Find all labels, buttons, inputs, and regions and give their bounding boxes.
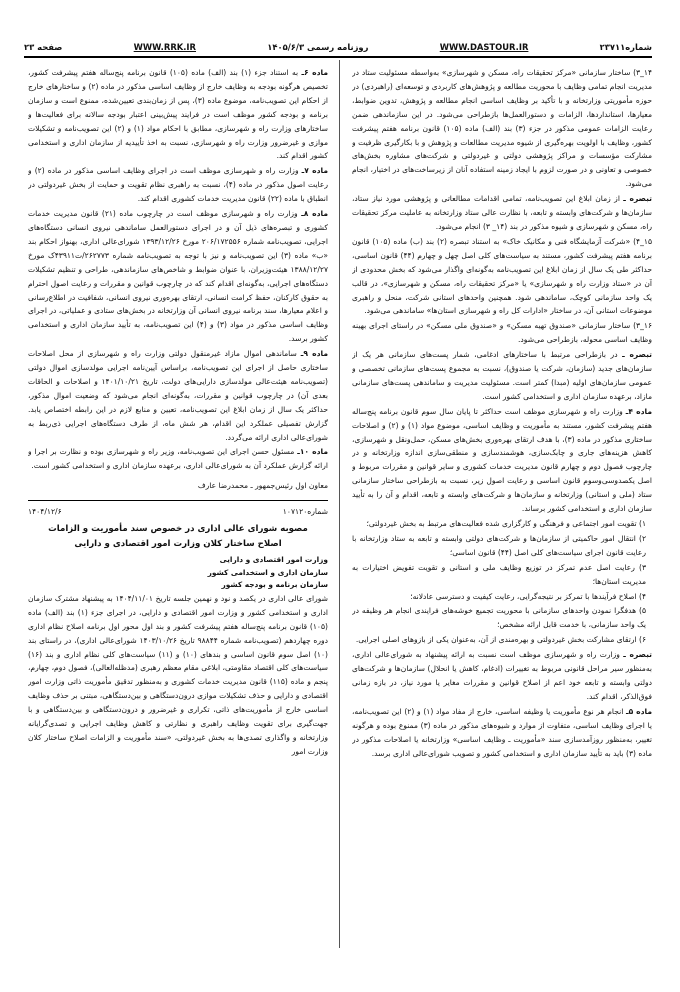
header-rule <box>24 56 652 58</box>
note-label: تبصره ـ <box>622 350 652 360</box>
recipient: وزارت امور اقتصادی و دارایی <box>219 555 328 565</box>
paragraph: ۱۶_۳) ساختار سازمانی «صندوق تهیه مسکن» و «صندوق ملی مسکن» در راستای اجرای بهینه وظایف اساسی محوله، بازطراحی می‌شود. <box>352 321 652 345</box>
note-text: وزارت راه و شهرسازی موظف است نسبت به ارائه پیشنهاد به شورای‌عالی اداری، به‌منظور سیر مراحل قانونی مربوط به تغییرات (ادغام، کاهش یا انحلال) سازمان‌ها و شرکت‌های دولتی وابسته و تابعه خود اعم از اصلاح قوانین و مقررات مغایر یا مورد نیاز، در بازه زمانی فوق‌الذکر، اقدام کند. <box>352 650 652 701</box>
article-text: انجام هر نوع مأموریت یا وظیفه اساسی، خارج از مفاد مواد (۱) و (۲) این تصویب‌نامه، یا اجرای وظایف اساسی، متفاوت از موارد و شیوه‌های مذکور در ماده (۳) ممنوع بوده و هرگونه تغییر، به‌منظور روزآمدسازی سند «مأموریت ـ وظایف اساسی» وزارتخانه یا اصلاحات مذکور در ماده (۳) باید به تأیید سازمان اداری و استخدامی کشور و تصویب شورای‌عالی اداری برسد. <box>352 706 652 758</box>
paragraph <box>352 705 652 761</box>
article-text: به استناد جزء (۱) بند (الف) ماده (۱۰۵) قانون برنامه پنج‌ساله هفتم پیشرفت کشور، تخصیص هرگونه بودجه به وظایف خارج از وظایف اساسی مذکور در ماده (۲) و ساختارهای خارج از احکام این تصویب‌نامه، موضوع ماده (۳)، پس از زمان‌بندی تعیین‌شده، ممنوع است و سازمان برنامه و بودجه کشور موظف است در فرایند پیش‌بینی اعتبار بودجه سالانه برای فعالیت‌ها و ساختارهای وزارت راه و شهرسازی، مطابق با احکام مواد (۱) و (۲) این تصویب‌نامه و تشکیلات موازی و غیرضرور وزارت راه و شهرسازی، نسبت به اخذ تأییدیه از سازمان اداری و استخدامی کشور اقدام کند. <box>28 68 328 161</box>
left-column <box>28 66 328 946</box>
article-label: ماده ۱۰ـ <box>297 447 328 457</box>
list-item: ۳) رعایت اصل عدم تمرکز در توزیع وظایف ملی و استانی و تقویت تفویض اختیارات به مدیریت استان‌ها؛ <box>352 562 646 586</box>
paragraph <box>28 66 328 163</box>
recipients-list <box>28 554 328 592</box>
right-column <box>352 66 652 946</box>
note-text: از زمان ابلاغ این تصویب‌نامه، تمامی اقدامات مطالعاتی و پژوهشی مورد نیاز ستاد، سازمان‌ها و شرکت‌های وابسته و تابعه، با نظارت عالی ستاد وزارتخانه به عاملیت مرکز تحقیقات راه، مسکن و شهرسازی و شیوه مذکور در بند (۱۴_ ۳) انجام می‌شود. <box>352 194 652 231</box>
recipient: سازمان برنامه و بودجه کشور <box>221 580 328 590</box>
article-text: وزارت راه و شهرسازی موظف است در چارچوب ماده (۲۱) قانون مدیریت خدمات کشوری و تبصره‌های ذیل آن و در اجرای دستورالعمل ساماندهی نیروی انسانی دستگاه‌های اجرایی، تصویب‌نامه شماره ۲۰۶/۱۷۲۵۵۶ مورخ ۱۳۹۳/۱۲/۲۶ شورای‌عالی اداری، بهنواز احکام بند «ب» ماده (۳) این تصویب‌نامه و نیز با توجه به تصویب‌نامه شماره ۲۶۲۷۷۳/ت۴۳۹۱۱ک مورخ ۱۳۸۸/۱۲/۲۷ هیئت‌وزیران، با عنوان ضوابط و شاخص‌های سازماندهی، طراحی و تنظیم تشکیلات دستگاه‌های اجرایی، به‌گونه‌ای اقدام کند که در چارچوب قوانین و مقررات و رعایت اصول احترام به حقوق کارکنان، حفظ کرامت انسانی، ارتقای بهره‌وری نیروی انسانی، شفافیت در اطلاع‌رسانی و اعلام معیارها، سند برنامه نیروی انسانی آن وزارتخانه در بخش‌های ستادی و عملیاتی، در اجرای وظایف اساسی مذکور در مواد (۳) و (۴) این تصویب‌نامه، به تأیید سازمان اداری و استخدامی کشور برسد. <box>28 209 328 344</box>
document-meta <box>28 505 328 519</box>
article-label: ماده ۷ـ <box>301 166 328 176</box>
paragraph <box>352 348 652 404</box>
article-text: ساماندهی اموال مازاد غیرمنقول دولتی وزارت راه و شهرسازی از محل اصلاحات ساختاری حاصل از اجرای این تصویب‌نامه، براساس آیین‌نامه اجرایی مولدسازی اموال دولتی (تصویب‌نامه هیئت‌عالی مولدسازی دارایی‌های دولت، تاریخ ۱۴۰۱/۱۰/۲۱ و اصلاحات و الحاقات بعدی آن) در چارچوب قوانین و مقررات، به‌گونه‌ای انجام می‌شود که وضعیت اموال مذکور، حداکثر یک سال از زمان ابلاغ این تصویب‌نامه، تعیین و منابع لازم در این رابطه اختصاص یابد. گزارش تفصیلی عملکرد این اقدام، هر شش ماه، از طرف دستگاه‌های اجرایی ذی‌ربط به شورای‌عالی اداری ارائه می‌گردد. <box>28 349 328 442</box>
resolution-body: شورای عالی اداری در یکصد و نود و نهمین جلسه تاریخ ۱۴۰۴/۱۱/۰۱ به پیشنهاد مشترک سازمان اداری و استخدامی کشور و وزارت امور اقتصادی و دارایی، در اجرای جزء (۱) بند (الف) ماده (۱۰۵) قانون برنامه پنج‌ساله هفتم پیشرفت کشور و بند اول محور اول برنامه اصلاح نظام اداری دوره چهاردهم (تصویب‌نامه شماره ۹۸۸۴۴ تاریخ ۱۴۰۳/۱۰/۲۶ شورای‌عالی اداری)، در راستای بند (۱۰) اصل سوم قانون اساسی و بندهای (۱۰) و (۱۱) سیاست‌های کلی نظام اداری و بند (۱۶) سیاست‌های کلی اقتصاد مقاومتی، ابلاغی مقام معظم رهبری (مدظله‌العالی)، فصول دوم، چهارم، پنجم و ماده (۱۱۵) قانون مدیریت خدمات کشوری و به‌منظور تدقیق مأموریت ذاتی وزارت امور اقتصادی و دارایی و حذف تشکیلات موازی درون‌دستگاهی و بین‌دستگاهی، مبتنی بر حذف وظایف اساسی خارج از مأموریت‌های ذاتی، تکراری و غیرضرور و درون‌دستگاهی و بین‌دستگاهی و با جهت‌گیری برای تقویت وظایف راهبری و نظارتی و کاهش وظایف اجرایی و تصدی‌گرایانه وزارتخانه و واگذاری تصدی‌ها به بخش غیردولتی، «سند مأموریت و الزامات اصلاح ساختار کلان وزارت امور <box>28 593 328 756</box>
recipient: سازمان اداری و استخدامی کشور <box>207 567 328 577</box>
column-divider <box>339 60 340 948</box>
article-label: ماده ۴ـ <box>625 406 652 416</box>
paragraph <box>352 192 652 234</box>
paragraph <box>352 405 652 516</box>
document-separator <box>28 500 328 501</box>
list-item: ۲) انتقال امور حاکمیتی از سازمان‌ها و شرکت‌های دولتی وابسته و تابعه به ستاد وزارتخانه با رعایت قانون اجرای سیاست‌های کلی اصل (۴۴) قانون اساسی؛ <box>352 533 646 557</box>
article-label: ماده ۹ـ <box>300 349 328 359</box>
issue-number: شماره۲۳۷۱۱ <box>599 42 652 52</box>
signature: معاون اول رئیس‌جمهور ـ محمدرضا عارف <box>197 481 328 491</box>
document-date: ۱۴۰۴/۱۲/۶ <box>28 507 62 517</box>
title-line: مصوبه شورای عالی اداری در خصوص سند مأموریت و الزامات <box>48 524 308 535</box>
paragraph: ۱۴_۳) ساختار سازمانی «مرکز تحقیقات راه، مسکن و شهرسازی» به‌واسطه مسئولیت ستاد در مدیریت انجام تمامی وظایف با محوریت مطالعه و پژوهش‌های کاربردی و توسعه‌ای (راهبردی) در حوزه مأموریتی وزارتخانه و با تأکید بر وظایف اساسی انجام مطالعه و پژوهش، تدوین ضوابط، معیارها، استانداردها، الزامات و دستورالعمل‌ها بازطراحی می‌شود. در این سازماندهی ضمن رعایت الزامات عمومی مذکور در جزء (۳) بند (الف) ماده (۱۰۵) قانون برنامه هفتم پیشرفت کشور، وظایف با اولویت بهره‌گیری از شیوه مدیریت مطالعات و پژوهش و با بکارگیری ظرفیت و مشارکت مؤسسات و مراکز پژوهشی دولتی و غیردولتی و شرکت‌های مشاوره بخش‌های خصوصی و تعاونی و در صورت لزوم با ایجاد زمینه استفاده آنان از زیرساخت‌های در اختیار، انجام می‌شود. <box>352 68 652 189</box>
article-label: ماده ۶ـ <box>301 68 328 77</box>
page-header <box>24 38 652 56</box>
principles-list <box>352 517 652 647</box>
article-text: وزارت راه و شهرسازی موظف است در اجرای وظایف اساسی مذکور در ماده (۲) و رعایت اصول مذکور در ماده (۴)، نسبت به راهبری نظام تقویت و حمایت از بخش غیردولتی در انطباق با ماده (۲۲) قانون مدیریت خدمات کشوری اقدام کند. <box>28 166 328 204</box>
paragraph <box>28 164 328 206</box>
list-item: ۶) ارتقای مشارکت بخش غیردولتی و بهره‌مندی از آن، به‌عنوان یکی از بازوهای اصلی اجرایی. <box>355 635 646 645</box>
paragraph <box>28 347 328 444</box>
paragraph: ۱۵_۴) «شرکت آزمایشگاه فنی و مکانیک خاک» به استناد تبصره (۲) بند (ب) ماده (۱۰۵) قانون برنامه هفتم پیشرفت کشور، مستند به سیاست‌های کلی اصل چهل و چهارم (۴۴) قانون اساسی، حداکثر طی یک سال از زمان ابلاغ این تصویب‌نامه به‌گونه‌ای واگذار می‌شود که بخش محدودی از آن در «ستاد وزارت راه و شهرسازی» یا «مرکز تحقیقات راه، مسکن و شهرسازی»، در قالب یک واحد سازمانی کوچک، ساماندهی شود. همچنین واحدهای استانی شرکت، منحل و راهبری موضوعات استانی آن، در ساختار «ادارات کل راه و شهرسازی استان‌ها» ساماندهی می‌شود. <box>352 236 652 316</box>
page-number: صفحه ۲۳ <box>24 42 63 52</box>
article-label: ماده ۸ـ <box>301 209 328 219</box>
document-number: شماره۱۰۷۱۲۰ <box>282 507 328 517</box>
gazette-date: روزنامه رسمی ۱۴۰۵/۶/۳ <box>267 42 369 52</box>
article-text: مسئول حسن اجرای این تصویب‌نامه، وزیر راه و شهرسازی بوده و نظارت بر اجرا و ارائه گزارش عملکرد آن به شورای‌عالی اداری، برعهده سازمان اداری و استخدامی کشور است. <box>28 447 328 471</box>
note-label: تبصره ـ <box>623 650 652 660</box>
paragraph <box>28 445 328 473</box>
paragraph <box>28 207 328 346</box>
document-title <box>28 522 328 552</box>
list-item: ۴) اصلاح فرآیندها با تمرکز بر نتیجه‌گرایی، رعایت کیفیت و دسترسی عادلانه؛ <box>410 591 646 601</box>
site-link-dastour[interactable]: WWW.DASTOUR.IR <box>439 42 529 52</box>
list-item: ۱) تقویت امور اجتماعی و فرهنگی و کارگزاری شده فعالیت‌های مرتبط به بخش غیردولتی؛ <box>366 519 646 528</box>
paragraph <box>352 648 652 704</box>
list-item: ۵) هدفگرا نمودن واحدهای سازمانی با محوریت تجمیع خوشه‌های فرایندی انجام هر وظیفه در یک واحد سازمانی، با خدمت قابل ارائه مشخص؛ <box>352 606 646 630</box>
article-label: ماده ۵ـ <box>626 706 652 716</box>
article-text: وزارت راه و شهرسازی موظف است حداکثر تا پایان سال سوم قانون برنامه پنج‌ساله هفتم پیشرفت کشور، مستند به مأموریت و وظایف اساسی، موضوع مواد (۱) و (۲) و اصلاحات ساختاری مذکور در ماده (۳)، با هدف ارتقای بهره‌وری بخش‌های مسکن، حمل‌ونقل و شهرسازی، کاهش هزینه‌های جاری و چابک‌سازی، هوشمندسازی و منطقی‌سازی اندازه وزارتخانه و در چارچوب فصول دوم و چهارم قانون مدیریت خدمات کشوری و سایر قوانین و مقررات مربوط و اصل یکصدوسی‌وسوم قانون اساسی و رعایت اصول زیر، نسبت به بازطراحی ساختار سازمانی ستاد (ملی و استانی) وزارتخانه و سازمان‌ها و شرکت‌های وابسته و تابعه، اقدام و آن را به تأیید سازمان اداری و استخدامی کشور برساند. <box>352 406 652 514</box>
site-link-rrk[interactable]: WWW.RRK.IR <box>133 42 197 52</box>
note-label: تبصره ـ <box>623 194 652 204</box>
title-line: اصلاح ساختار کلان وزارت امور اقتصادی و دارایی <box>74 539 282 550</box>
note-text: در بازطراحی مرتبط با ساختارهای ادغامی، شمار پست‌های سازمانی هر یک از سازمان‌های جدید (سازمان، شرکت یا صندوق)، نسبت به مجموع پست‌های سازمانی تخصصی و عمومی سازمان‌های اولیه (مبدا) کمتر است. مسئولیت مدیریت و ساماندهی پست‌های سازمانی مازاد، برعهده سازمان اداری و استخدامی کشور است. <box>352 350 652 401</box>
